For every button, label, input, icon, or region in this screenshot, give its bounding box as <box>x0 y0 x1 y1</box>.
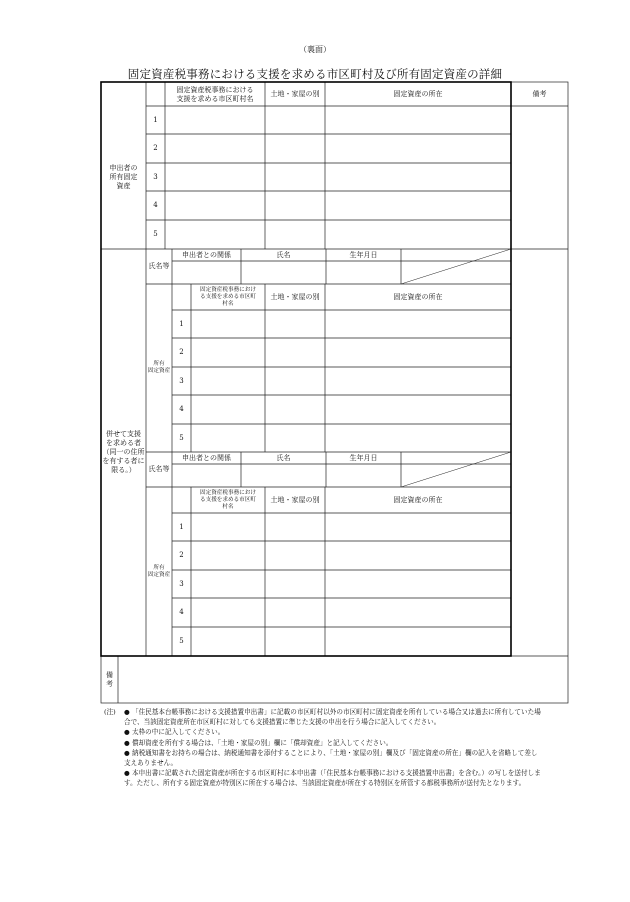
name-label: 氏名 <box>276 453 291 462</box>
header-location: 固定資産の所在 <box>393 90 443 98</box>
document-title: 固定資産税事務における支援を求める市区町村及び所有固定資産の詳細 <box>127 67 503 81</box>
row-number: 5 <box>153 230 158 238</box>
note-text: 太枠の中に記入してください。 <box>132 728 225 737</box>
sub-header-location: 固定資産の所在 <box>393 292 443 301</box>
header-municipality: 固定資産税事務における 支援を求める市区町村名 <box>176 85 254 103</box>
row-number: 3 <box>179 579 184 588</box>
name-etc-label: 氏名等 <box>148 262 170 270</box>
row-number: 1 <box>179 522 184 531</box>
relation-label: 申出者との関係 <box>182 250 231 259</box>
note-text: 本申出書に記載された固定資産が所在する市区町村に本申出書（「住民基本台帳事務における支援措置申出書」を含む。）の写しを送付します。ただし、所有する固定資産が特別区に所在する場合は、当該固定資産が所在する特別区を所管する都税事務所が送付先となります。 <box>124 769 541 788</box>
header-remarks: 備考 <box>532 90 547 98</box>
companion-label: 併せて支援 を求める者 （同一の住所 を有する者に 限る。） <box>102 430 145 474</box>
row-number: 3 <box>153 172 158 181</box>
row-number: 4 <box>179 608 184 616</box>
note-item <box>104 748 544 768</box>
sub-header-land-house: 土地・家屋の別 <box>270 495 320 504</box>
birthdate-label: 生年月日 <box>349 453 378 462</box>
sub-header-municipality: 固定資産税事務におけ る支援を求める市区町 村名 <box>200 286 256 307</box>
row-number: 4 <box>153 201 158 209</box>
row-number: 1 <box>153 115 158 124</box>
sub-header-land-house: 土地・家屋の別 <box>270 292 320 301</box>
bullet-icon: ● <box>124 728 130 737</box>
applicant-assets-label: 申出者の 所有固定 資産 <box>109 164 138 190</box>
sub-header-municipality: 固定資産税事務におけ る支援を求める市区町 村名 <box>200 489 256 510</box>
row-number: 5 <box>179 433 184 442</box>
bullet-icon: ● <box>124 769 130 778</box>
row-number: 4 <box>179 405 184 413</box>
note-item <box>104 768 544 788</box>
birthdate-label: 生年月日 <box>349 250 378 259</box>
notes-prefix: (注) <box>104 708 116 716</box>
name-label: 氏名 <box>276 250 291 259</box>
row-number: 3 <box>179 376 184 385</box>
notes-section <box>104 707 544 789</box>
bullet-icon: ● <box>124 748 130 757</box>
owned-assets-label: 所有 固定資産 <box>147 361 171 374</box>
header-land-house: 土地・家屋の別 <box>270 90 320 98</box>
note-item <box>104 727 544 737</box>
sub-header-location: 固定資産の所在 <box>393 495 443 504</box>
note-text: 納税通知書をお持ちの場合は、納税通知書を添付することにより、「土地・家屋の別」欄及び「固定資産の所在」欄の記入を省略して差し支えありません。 <box>124 748 538 768</box>
row-number: 2 <box>153 144 158 152</box>
owned-assets-label: 所有 固定資産 <box>147 564 171 578</box>
name-etc-label: 氏名等 <box>148 465 170 473</box>
page-label: （裏面） <box>299 45 331 54</box>
bottom-remarks-label: 備 考 <box>106 670 113 688</box>
row-number: 1 <box>179 319 184 328</box>
row-number: 2 <box>179 551 184 559</box>
note-text: 「住民基本台帳事務における支援措置申出書」に記載の市区町村以外の市区町村に固定資産を所有している場合又は過去に所有していた場合で、当該固定資産所在市区町村に対しても支援措置に準じた支援の申出を行う場合に記入してください。 <box>124 708 541 727</box>
note-item <box>104 707 544 727</box>
relation-label: 申出者との関係 <box>182 453 231 462</box>
row-number: 2 <box>179 348 184 356</box>
note-text: 償却資産を所有する場合は、「土地・家屋の別」欄に「償却資産」と記入してください。 <box>132 738 393 747</box>
row-number: 5 <box>179 637 184 645</box>
bullet-icon: ● <box>124 708 130 716</box>
note-item <box>104 738 544 748</box>
bullet-icon: ● <box>124 738 130 747</box>
